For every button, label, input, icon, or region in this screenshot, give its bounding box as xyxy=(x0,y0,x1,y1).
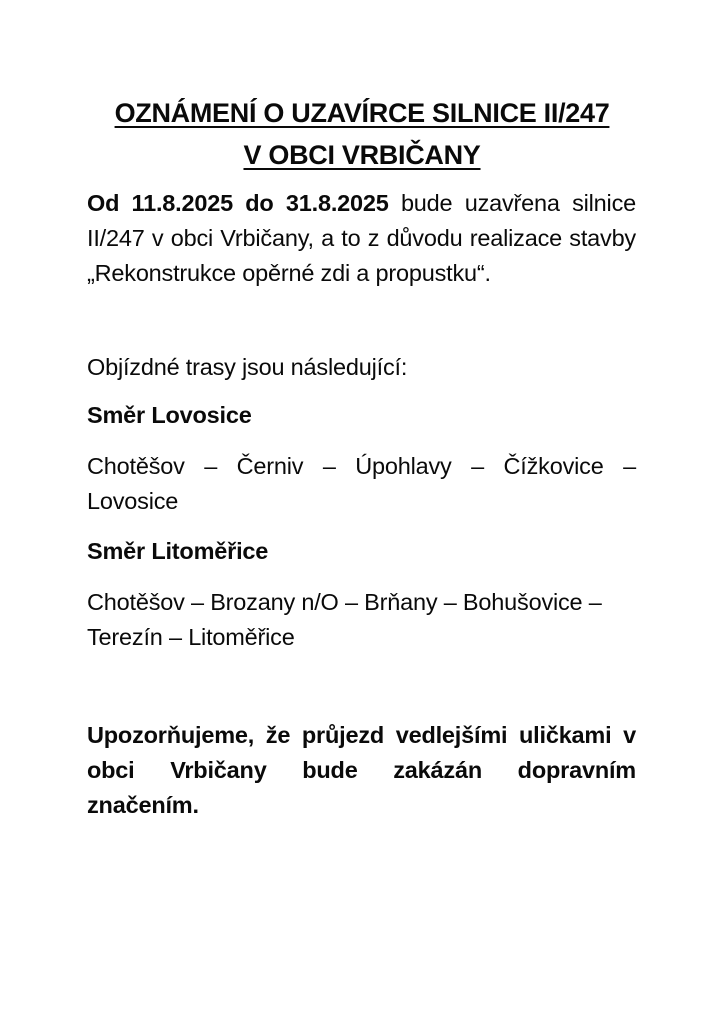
route-path-lovosice: Chotěšov – Černiv – Úpohlavy – Čížkovice – Lovosice xyxy=(87,453,636,514)
warning-paragraph: Upozorňujeme, že průjezd vedlejšími uličkami v obci Vrbičany bude zakázán dopravním značením. xyxy=(87,722,636,818)
route-heading-litomerice: Směr Litoměřice xyxy=(87,538,269,564)
title-line-2: V OBCI VRBIČANY xyxy=(243,140,481,170)
route-heading-lovosice: Směr Lovosice xyxy=(87,402,252,428)
detour-intro: Objízdné trasy jsou následující: xyxy=(87,354,408,380)
page-title xyxy=(60,92,664,176)
intro-text: bude uzavřena silnice II/247 v obci Vrbičany, a to z důvodu realizace stavby „Rekonstrukce opěrné zdi a propustku“. xyxy=(87,190,636,286)
closure-dates: Od 11.8.2025 do 31.8.2025 xyxy=(87,190,389,216)
route-path-litomerice: Chotěšov – Brozany n/O – Brňany – Bohušovice – Terezín – Litoměřice xyxy=(87,589,602,650)
title-line-1: OZNÁMENÍ O UZAVÍRCE SILNICE II/247 xyxy=(114,98,610,128)
intro-paragraph xyxy=(87,186,636,291)
